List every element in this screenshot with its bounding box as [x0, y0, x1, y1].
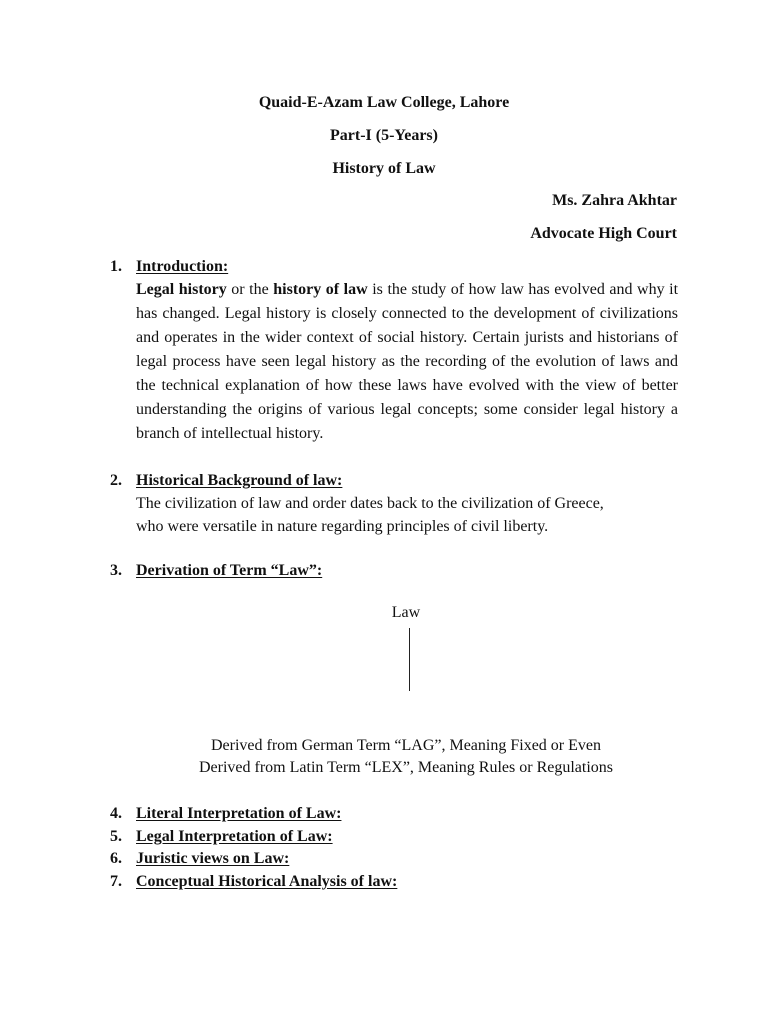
section-historical-background [110, 470, 678, 538]
section-heading: Conceptual Historical Analysis of law: [136, 873, 398, 890]
college-name: Quaid-E-Azam Law College, Lahore [258, 94, 510, 111]
section-derivation [110, 560, 678, 582]
bold-term-legal-history: Legal history [136, 281, 227, 298]
section-literal-interpretation [110, 803, 341, 825]
section-heading: Introduction: [136, 258, 229, 275]
paragraph-text: or the [226, 281, 274, 298]
background-paragraph [136, 492, 678, 538]
bold-term-history-of-law: history of law [273, 281, 368, 298]
section-heading: Historical Background of law: [136, 472, 343, 489]
subject-title: History of Law [332, 160, 436, 177]
derivation-german: Derived from German Term “LAG”, Meaning Fixed or Even [210, 737, 601, 754]
section-heading: Juristic views on Law: [136, 850, 290, 867]
section-legal-interpretation [110, 826, 333, 848]
section-heading: Literal Interpretation of Law: [136, 805, 342, 822]
section-number: 4. [110, 805, 122, 822]
teacher-designation: Advocate High Court [530, 225, 677, 242]
teacher-name: Ms. Zahra Akhtar [552, 192, 677, 209]
introduction-paragraph [136, 278, 678, 446]
derivation-word: Law [391, 604, 421, 621]
section-conceptual-analysis [110, 871, 397, 893]
section-number: 1. [110, 258, 122, 275]
section-number: 2. [110, 472, 122, 489]
paragraph-line: who were versatile in nature regarding principles of civil liberty. [136, 518, 549, 535]
section-heading: Legal Interpretation of Law: [136, 828, 333, 845]
section-heading: Derivation of Term “Law”: [136, 562, 323, 579]
section-introduction [110, 256, 678, 446]
course-part: Part-I (5-Years) [330, 127, 438, 144]
section-number: 3. [110, 562, 122, 579]
derivation-connector-line [409, 628, 410, 691]
paragraph-line: The civilization of law and order dates back to the civilization of Greece, [136, 495, 604, 512]
derivation-latin: Derived from Latin Term “LEX”, Meaning Rules or Regulations [198, 759, 614, 776]
section-juristic-views [110, 848, 289, 870]
paragraph-text: is the study of how law has evolved and why it has changed. Legal history is closely connected to the development of civilizations and operates in the wider context of social history. Certain jurists and historians of legal process have seen legal history as the recording of the evolution of laws and the technical explanation of how these laws have evolved with the view of better understanding the origins of various legal concepts; some consider legal history a branch of intellectual history. [136, 281, 679, 442]
section-number: 6. [110, 850, 122, 867]
section-number: 5. [110, 828, 122, 845]
section-number: 7. [110, 873, 122, 890]
